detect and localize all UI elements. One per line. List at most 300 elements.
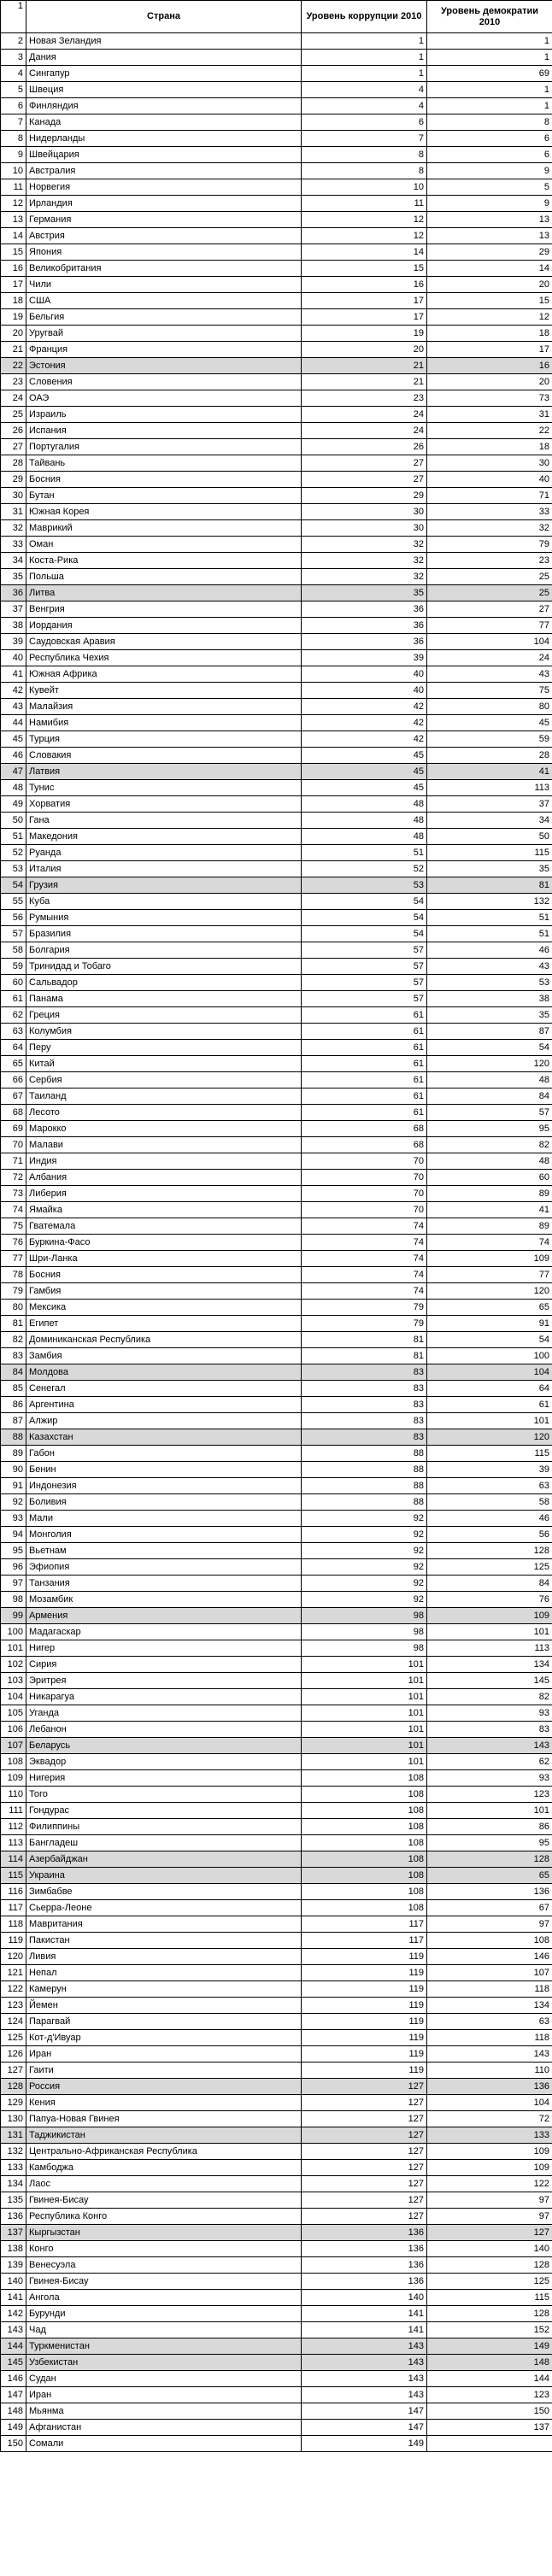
country-cell[interactable]: Сингапур xyxy=(26,66,302,82)
democracy-cell[interactable]: 118 xyxy=(427,1981,552,1998)
row-number-cell[interactable]: 55 xyxy=(1,894,26,910)
democracy-cell[interactable]: 73 xyxy=(427,390,552,407)
row-number-cell[interactable]: 105 xyxy=(1,1705,26,1722)
democracy-cell[interactable]: 6 xyxy=(427,131,552,147)
corruption-cell[interactable]: 70 xyxy=(302,1153,427,1170)
democracy-cell[interactable]: 104 xyxy=(427,634,552,650)
corruption-cell[interactable]: 61 xyxy=(302,1007,427,1024)
row-number-cell[interactable]: 25 xyxy=(1,407,26,423)
row-number-cell[interactable]: 62 xyxy=(1,1007,26,1024)
country-cell[interactable]: Казахстан xyxy=(26,1429,302,1446)
row-number-cell[interactable]: 126 xyxy=(1,2046,26,2063)
democracy-cell[interactable]: 77 xyxy=(427,1267,552,1283)
row-number-cell[interactable]: 61 xyxy=(1,991,26,1007)
corruption-cell[interactable]: 61 xyxy=(302,1088,427,1105)
corruption-cell[interactable]: 101 xyxy=(302,1754,427,1770)
country-cell[interactable]: Испания xyxy=(26,423,302,439)
democracy-cell[interactable]: 122 xyxy=(427,2176,552,2192)
row-number-cell[interactable]: 65 xyxy=(1,1056,26,1072)
country-cell[interactable]: Ангола xyxy=(26,2290,302,2306)
corruption-cell[interactable]: 147 xyxy=(302,2420,427,2436)
democracy-cell[interactable]: 91 xyxy=(427,1316,552,1332)
country-cell[interactable]: Никарагуа xyxy=(26,1689,302,1705)
democracy-cell[interactable]: 104 xyxy=(427,1364,552,1381)
row-number-cell[interactable]: 50 xyxy=(1,813,26,829)
row-number-cell[interactable]: 137 xyxy=(1,2225,26,2241)
header-country[interactable]: Страна xyxy=(26,1,302,33)
corruption-cell[interactable]: 54 xyxy=(302,910,427,926)
democracy-cell[interactable]: 89 xyxy=(427,1218,552,1235)
democracy-cell[interactable]: 136 xyxy=(427,2079,552,2095)
row-number-cell[interactable]: 40 xyxy=(1,650,26,666)
country-cell[interactable]: Эфиопия xyxy=(26,1559,302,1576)
row-number-cell[interactable]: 58 xyxy=(1,942,26,959)
country-cell[interactable]: Канада xyxy=(26,114,302,131)
corruption-cell[interactable]: 92 xyxy=(302,1543,427,1559)
row-number-cell[interactable]: 22 xyxy=(1,358,26,374)
row-number-cell[interactable]: 97 xyxy=(1,1576,26,1592)
row-number-cell[interactable]: 30 xyxy=(1,488,26,504)
country-cell[interactable]: Нигер xyxy=(26,1640,302,1657)
row-number-cell[interactable]: 63 xyxy=(1,1024,26,1040)
row-number-cell[interactable]: 2 xyxy=(1,33,26,50)
corruption-cell[interactable]: 8 xyxy=(302,163,427,179)
corruption-cell[interactable]: 98 xyxy=(302,1608,427,1624)
country-cell[interactable]: Мавритания xyxy=(26,1916,302,1933)
row-number-cell[interactable]: 39 xyxy=(1,634,26,650)
country-cell[interactable]: Кувейт xyxy=(26,683,302,699)
row-number-cell[interactable]: 99 xyxy=(1,1608,26,1624)
country-cell[interactable]: Румыния xyxy=(26,910,302,926)
country-cell[interactable]: Мозамбик xyxy=(26,1592,302,1608)
democracy-cell[interactable]: 1 xyxy=(427,50,552,66)
row-number-cell[interactable]: 73 xyxy=(1,1186,26,1202)
row-number-cell[interactable]: 103 xyxy=(1,1673,26,1689)
corruption-cell[interactable]: 52 xyxy=(302,861,427,877)
row-number-cell[interactable]: 130 xyxy=(1,2111,26,2127)
democracy-cell[interactable]: 1 xyxy=(427,33,552,50)
country-cell[interactable]: Иран xyxy=(26,2046,302,2063)
country-cell[interactable]: Тунис xyxy=(26,780,302,796)
corruption-cell[interactable]: 119 xyxy=(302,2030,427,2046)
country-cell[interactable]: Беларусь xyxy=(26,1738,302,1754)
democracy-cell[interactable]: 75 xyxy=(427,683,552,699)
country-cell[interactable]: Ирландия xyxy=(26,196,302,212)
democracy-cell[interactable]: 35 xyxy=(427,861,552,877)
democracy-cell[interactable]: 115 xyxy=(427,2290,552,2306)
row-number-cell[interactable]: 38 xyxy=(1,618,26,634)
row-number-cell[interactable]: 114 xyxy=(1,1851,26,1868)
row-number-cell[interactable]: 28 xyxy=(1,455,26,472)
democracy-cell[interactable]: 9 xyxy=(427,196,552,212)
row-number-cell[interactable]: 121 xyxy=(1,1965,26,1981)
democracy-cell[interactable]: 1 xyxy=(427,98,552,114)
row-number-cell[interactable]: 36 xyxy=(1,585,26,601)
corruption-cell[interactable]: 98 xyxy=(302,1640,427,1657)
row-number-cell[interactable]: 6 xyxy=(1,98,26,114)
corruption-cell[interactable]: 26 xyxy=(302,439,427,455)
corruption-cell[interactable]: 83 xyxy=(302,1364,427,1381)
row-number-cell[interactable]: 92 xyxy=(1,1494,26,1511)
corruption-cell[interactable]: 57 xyxy=(302,942,427,959)
row-number-cell[interactable]: 136 xyxy=(1,2209,26,2225)
democracy-cell[interactable]: 95 xyxy=(427,1835,552,1851)
country-cell[interactable]: Албания xyxy=(26,1170,302,1186)
country-cell[interactable]: Камерун xyxy=(26,1981,302,1998)
corruption-cell[interactable]: 17 xyxy=(302,309,427,326)
country-cell[interactable]: Швеция xyxy=(26,82,302,98)
corruption-cell[interactable]: 45 xyxy=(302,748,427,764)
corruption-cell[interactable]: 83 xyxy=(302,1397,427,1413)
democracy-cell[interactable]: 95 xyxy=(427,1121,552,1137)
row-number-cell[interactable]: 88 xyxy=(1,1429,26,1446)
corruption-cell[interactable]: 117 xyxy=(302,1933,427,1949)
country-cell[interactable]: Сьерра-Леоне xyxy=(26,1900,302,1916)
democracy-cell[interactable]: 30 xyxy=(427,455,552,472)
row-number-cell[interactable]: 132 xyxy=(1,2144,26,2160)
democracy-cell[interactable]: 115 xyxy=(427,845,552,861)
country-cell[interactable]: Израиль xyxy=(26,407,302,423)
corruption-cell[interactable]: 127 xyxy=(302,2095,427,2111)
country-cell[interactable]: Центрально-Африканская Республика xyxy=(26,2144,302,2160)
democracy-cell[interactable]: 34 xyxy=(427,813,552,829)
row-number-cell[interactable]: 69 xyxy=(1,1121,26,1137)
country-cell[interactable]: Пакистан xyxy=(26,1933,302,1949)
democracy-cell[interactable]: 89 xyxy=(427,1186,552,1202)
row-number-cell[interactable]: 13 xyxy=(1,212,26,228)
country-cell[interactable]: Македония xyxy=(26,829,302,845)
row-number-cell[interactable]: 68 xyxy=(1,1105,26,1121)
country-cell[interactable]: Боливия xyxy=(26,1494,302,1511)
country-cell[interactable]: Доминиканская Республика xyxy=(26,1332,302,1348)
corruption-cell[interactable]: 101 xyxy=(302,1722,427,1738)
row-number-cell[interactable]: 21 xyxy=(1,342,26,358)
democracy-cell[interactable]: 109 xyxy=(427,2144,552,2160)
row-number-cell[interactable]: 93 xyxy=(1,1511,26,1527)
country-cell[interactable]: Танзания xyxy=(26,1576,302,1592)
corruption-cell[interactable]: 136 xyxy=(302,2241,427,2257)
democracy-cell[interactable]: 134 xyxy=(427,1998,552,2014)
democracy-cell[interactable]: 43 xyxy=(427,959,552,975)
row-number-cell[interactable]: 67 xyxy=(1,1088,26,1105)
democracy-cell[interactable]: 27 xyxy=(427,601,552,618)
democracy-cell[interactable]: 25 xyxy=(427,569,552,585)
row-number-cell[interactable]: 42 xyxy=(1,683,26,699)
header-democracy[interactable]: Уровень демократии 2010 xyxy=(427,1,552,33)
row-number-cell[interactable]: 80 xyxy=(1,1300,26,1316)
corruption-cell[interactable]: 21 xyxy=(302,358,427,374)
row-number-cell[interactable]: 84 xyxy=(1,1364,26,1381)
row-number-cell[interactable]: 66 xyxy=(1,1072,26,1088)
row-number-cell[interactable]: 85 xyxy=(1,1381,26,1397)
country-cell[interactable]: Филиппины xyxy=(26,1819,302,1835)
row-number-cell[interactable]: 131 xyxy=(1,2127,26,2144)
row-number-cell[interactable]: 112 xyxy=(1,1819,26,1835)
corruption-cell[interactable]: 61 xyxy=(302,1040,427,1056)
country-cell[interactable]: Вьетнам xyxy=(26,1543,302,1559)
country-cell[interactable]: Таджикистан xyxy=(26,2127,302,2144)
corruption-cell[interactable]: 17 xyxy=(302,293,427,309)
country-cell[interactable]: Гвинея-Бисау xyxy=(26,2192,302,2209)
row-number-cell[interactable]: 59 xyxy=(1,959,26,975)
row-number-cell[interactable]: 113 xyxy=(1,1835,26,1851)
democracy-cell[interactable]: 123 xyxy=(427,1787,552,1803)
row-number-cell[interactable]: 79 xyxy=(1,1283,26,1300)
country-cell[interactable]: Словакия xyxy=(26,748,302,764)
corruption-cell[interactable]: 136 xyxy=(302,2274,427,2290)
corruption-cell[interactable]: 61 xyxy=(302,1072,427,1088)
row-number-cell[interactable]: 10 xyxy=(1,163,26,179)
democracy-cell[interactable]: 120 xyxy=(427,1283,552,1300)
row-number-cell[interactable]: 82 xyxy=(1,1332,26,1348)
row-number-cell[interactable]: 75 xyxy=(1,1218,26,1235)
corruption-cell[interactable]: 61 xyxy=(302,1056,427,1072)
corruption-cell[interactable]: 45 xyxy=(302,780,427,796)
democracy-cell[interactable]: 38 xyxy=(427,991,552,1007)
corruption-cell[interactable]: 119 xyxy=(302,1965,427,1981)
country-cell[interactable]: Нигерия xyxy=(26,1770,302,1787)
democracy-cell[interactable] xyxy=(427,2436,552,2452)
democracy-cell[interactable]: 71 xyxy=(427,488,552,504)
row-number-cell[interactable]: 70 xyxy=(1,1137,26,1153)
democracy-cell[interactable]: 149 xyxy=(427,2338,552,2355)
corruption-cell[interactable]: 27 xyxy=(302,455,427,472)
corruption-cell[interactable]: 45 xyxy=(302,764,427,780)
row-number-cell[interactable]: 123 xyxy=(1,1998,26,2014)
democracy-cell[interactable]: 59 xyxy=(427,731,552,748)
row-number-cell[interactable]: 91 xyxy=(1,1478,26,1494)
row-number-cell[interactable]: 17 xyxy=(1,277,26,293)
country-cell[interactable]: Мадагаскар xyxy=(26,1624,302,1640)
country-cell[interactable]: Гаити xyxy=(26,2063,302,2079)
corruption-cell[interactable]: 16 xyxy=(302,277,427,293)
corruption-cell[interactable]: 88 xyxy=(302,1462,427,1478)
country-cell[interactable]: Оман xyxy=(26,537,302,553)
democracy-cell[interactable]: 32 xyxy=(427,520,552,537)
democracy-cell[interactable]: 46 xyxy=(427,942,552,959)
corruption-cell[interactable]: 101 xyxy=(302,1657,427,1673)
democracy-cell[interactable]: 82 xyxy=(427,1689,552,1705)
corruption-cell[interactable]: 54 xyxy=(302,894,427,910)
corruption-cell[interactable]: 40 xyxy=(302,683,427,699)
country-cell[interactable]: Египет xyxy=(26,1316,302,1332)
country-cell[interactable]: Колумбия xyxy=(26,1024,302,1040)
democracy-cell[interactable]: 143 xyxy=(427,2046,552,2063)
country-cell[interactable]: Монголия xyxy=(26,1527,302,1543)
country-cell[interactable]: Чад xyxy=(26,2322,302,2338)
corruption-cell[interactable]: 30 xyxy=(302,504,427,520)
row-number-cell[interactable]: 146 xyxy=(1,2371,26,2387)
democracy-cell[interactable]: 109 xyxy=(427,1608,552,1624)
country-cell[interactable]: Кения xyxy=(26,2095,302,2111)
country-cell[interactable]: Зимбабве xyxy=(26,1884,302,1900)
corruption-cell[interactable]: 98 xyxy=(302,1624,427,1640)
corruption-cell[interactable]: 92 xyxy=(302,1576,427,1592)
democracy-cell[interactable]: 125 xyxy=(427,2274,552,2290)
row-number-cell[interactable]: 29 xyxy=(1,472,26,488)
corruption-cell[interactable]: 127 xyxy=(302,2127,427,2144)
corruption-cell[interactable]: 35 xyxy=(302,585,427,601)
row-number-cell[interactable]: 34 xyxy=(1,553,26,569)
corruption-cell[interactable]: 119 xyxy=(302,1981,427,1998)
democracy-cell[interactable]: 5 xyxy=(427,179,552,196)
country-cell[interactable]: Бангладеш xyxy=(26,1835,302,1851)
country-cell[interactable]: Чили xyxy=(26,277,302,293)
corruption-cell[interactable]: 74 xyxy=(302,1218,427,1235)
row-number-cell[interactable]: 138 xyxy=(1,2241,26,2257)
row-number-cell[interactable]: 109 xyxy=(1,1770,26,1787)
row-number-cell[interactable]: 72 xyxy=(1,1170,26,1186)
country-cell[interactable]: Индонезия xyxy=(26,1478,302,1494)
democracy-cell[interactable]: 148 xyxy=(427,2355,552,2371)
corruption-cell[interactable]: 61 xyxy=(302,1024,427,1040)
democracy-cell[interactable]: 87 xyxy=(427,1024,552,1040)
row-number-cell[interactable]: 24 xyxy=(1,390,26,407)
row-number-cell[interactable]: 53 xyxy=(1,861,26,877)
country-cell[interactable]: Гватемала xyxy=(26,1218,302,1235)
country-cell[interactable]: Италия xyxy=(26,861,302,877)
corruption-cell[interactable]: 74 xyxy=(302,1267,427,1283)
row-number-cell[interactable]: 48 xyxy=(1,780,26,796)
democracy-cell[interactable]: 33 xyxy=(427,504,552,520)
democracy-cell[interactable]: 97 xyxy=(427,1916,552,1933)
country-cell[interactable]: Панама xyxy=(26,991,302,1007)
country-cell[interactable]: Южная Африка xyxy=(26,666,302,683)
corruption-cell[interactable]: 48 xyxy=(302,829,427,845)
democracy-cell[interactable]: 140 xyxy=(427,2241,552,2257)
country-cell[interactable]: Гвинея-Бисау xyxy=(26,2274,302,2290)
democracy-cell[interactable]: 50 xyxy=(427,829,552,845)
row-number-cell[interactable]: 120 xyxy=(1,1949,26,1965)
corruption-cell[interactable]: 143 xyxy=(302,2371,427,2387)
democracy-cell[interactable]: 143 xyxy=(427,1738,552,1754)
row-number-cell[interactable]: 96 xyxy=(1,1559,26,1576)
democracy-cell[interactable]: 6 xyxy=(427,147,552,163)
row-number-cell[interactable]: 142 xyxy=(1,2306,26,2322)
democracy-cell[interactable]: 41 xyxy=(427,1202,552,1218)
democracy-cell[interactable]: 24 xyxy=(427,650,552,666)
democracy-cell[interactable]: 118 xyxy=(427,2030,552,2046)
country-cell[interactable]: Туркменистан xyxy=(26,2338,302,2355)
row-number-cell[interactable]: 104 xyxy=(1,1689,26,1705)
row-number-cell[interactable]: 118 xyxy=(1,1916,26,1933)
row-number-cell[interactable]: 148 xyxy=(1,2403,26,2420)
corruption-cell[interactable]: 101 xyxy=(302,1689,427,1705)
corruption-cell[interactable]: 79 xyxy=(302,1300,427,1316)
democracy-cell[interactable]: 16 xyxy=(427,358,552,374)
row-number-cell[interactable]: 90 xyxy=(1,1462,26,1478)
democracy-cell[interactable]: 9 xyxy=(427,163,552,179)
democracy-cell[interactable]: 144 xyxy=(427,2371,552,2387)
corruption-cell[interactable]: 83 xyxy=(302,1381,427,1397)
row-number-cell[interactable]: 5 xyxy=(1,82,26,98)
row-number-cell[interactable]: 14 xyxy=(1,228,26,244)
row-number-cell[interactable]: 117 xyxy=(1,1900,26,1916)
corruption-cell[interactable]: 12 xyxy=(302,228,427,244)
country-cell[interactable]: Непал xyxy=(26,1965,302,1981)
corruption-cell[interactable]: 143 xyxy=(302,2338,427,2355)
row-number-cell[interactable]: 116 xyxy=(1,1884,26,1900)
corruption-cell[interactable]: 32 xyxy=(302,537,427,553)
country-cell[interactable]: Хорватия xyxy=(26,796,302,813)
row-number-cell[interactable]: 124 xyxy=(1,2014,26,2030)
country-cell[interactable]: Мексика xyxy=(26,1300,302,1316)
country-cell[interactable]: Нидерланды xyxy=(26,131,302,147)
corruption-cell[interactable]: 53 xyxy=(302,877,427,894)
democracy-cell[interactable]: 14 xyxy=(427,261,552,277)
country-cell[interactable]: Афганистан xyxy=(26,2420,302,2436)
democracy-cell[interactable]: 17 xyxy=(427,342,552,358)
democracy-cell[interactable]: 152 xyxy=(427,2322,552,2338)
country-cell[interactable]: Сербия xyxy=(26,1072,302,1088)
corruption-cell[interactable]: 42 xyxy=(302,731,427,748)
country-cell[interactable]: Бутан xyxy=(26,488,302,504)
row-number-cell[interactable]: 15 xyxy=(1,244,26,261)
country-cell[interactable]: Судан xyxy=(26,2371,302,2387)
democracy-cell[interactable]: 13 xyxy=(427,228,552,244)
country-cell[interactable]: Южная Корея xyxy=(26,504,302,520)
democracy-cell[interactable]: 51 xyxy=(427,926,552,942)
country-cell[interactable]: Шри-Ланка xyxy=(26,1251,302,1267)
corruption-cell[interactable]: 79 xyxy=(302,1316,427,1332)
democracy-cell[interactable]: 109 xyxy=(427,2160,552,2176)
row-number-cell[interactable]: 35 xyxy=(1,569,26,585)
country-cell[interactable]: Гондурас xyxy=(26,1803,302,1819)
country-cell[interactable]: Австралия xyxy=(26,163,302,179)
row-number-cell[interactable]: 12 xyxy=(1,196,26,212)
democracy-cell[interactable]: 84 xyxy=(427,1088,552,1105)
corruption-cell[interactable]: 101 xyxy=(302,1738,427,1754)
corruption-cell[interactable]: 1 xyxy=(302,50,427,66)
country-cell[interactable]: Того xyxy=(26,1787,302,1803)
corruption-cell[interactable]: 127 xyxy=(302,2160,427,2176)
country-cell[interactable]: Латвия xyxy=(26,764,302,780)
corruption-cell[interactable]: 61 xyxy=(302,1105,427,1121)
democracy-cell[interactable]: 93 xyxy=(427,1770,552,1787)
corruption-cell[interactable]: 88 xyxy=(302,1446,427,1462)
corruption-cell[interactable]: 15 xyxy=(302,261,427,277)
country-cell[interactable]: Куба xyxy=(26,894,302,910)
corruption-cell[interactable]: 127 xyxy=(302,2209,427,2225)
row-number-cell[interactable]: 150 xyxy=(1,2436,26,2452)
row-number-cell[interactable]: 95 xyxy=(1,1543,26,1559)
country-cell[interactable]: Ямайка xyxy=(26,1202,302,1218)
country-cell[interactable]: Габон xyxy=(26,1446,302,1462)
corruption-cell[interactable]: 108 xyxy=(302,1770,427,1787)
corruption-cell[interactable]: 83 xyxy=(302,1413,427,1429)
country-cell[interactable]: Папуа-Новая Гвинея xyxy=(26,2111,302,2127)
row-number-cell[interactable]: 51 xyxy=(1,829,26,845)
country-cell[interactable]: Китай xyxy=(26,1056,302,1072)
country-cell[interactable]: Мали xyxy=(26,1511,302,1527)
row-number-cell[interactable]: 110 xyxy=(1,1787,26,1803)
country-cell[interactable]: Лебанон xyxy=(26,1722,302,1738)
democracy-cell[interactable]: 80 xyxy=(427,699,552,715)
corruption-cell[interactable]: 48 xyxy=(302,813,427,829)
country-cell[interactable]: Лаос xyxy=(26,2176,302,2192)
row-number-cell[interactable]: 134 xyxy=(1,2176,26,2192)
corruption-cell[interactable]: 127 xyxy=(302,2079,427,2095)
country-cell[interactable]: Алжир xyxy=(26,1413,302,1429)
country-cell[interactable]: Мьянма xyxy=(26,2403,302,2420)
corruption-cell[interactable]: 108 xyxy=(302,1819,427,1835)
country-cell[interactable]: Армения xyxy=(26,1608,302,1624)
row-number-cell[interactable]: 11 xyxy=(1,179,26,196)
corruption-cell[interactable]: 48 xyxy=(302,796,427,813)
row-number-cell[interactable]: 122 xyxy=(1,1981,26,1998)
corruption-cell[interactable]: 19 xyxy=(302,326,427,342)
country-cell[interactable]: Таиланд xyxy=(26,1088,302,1105)
